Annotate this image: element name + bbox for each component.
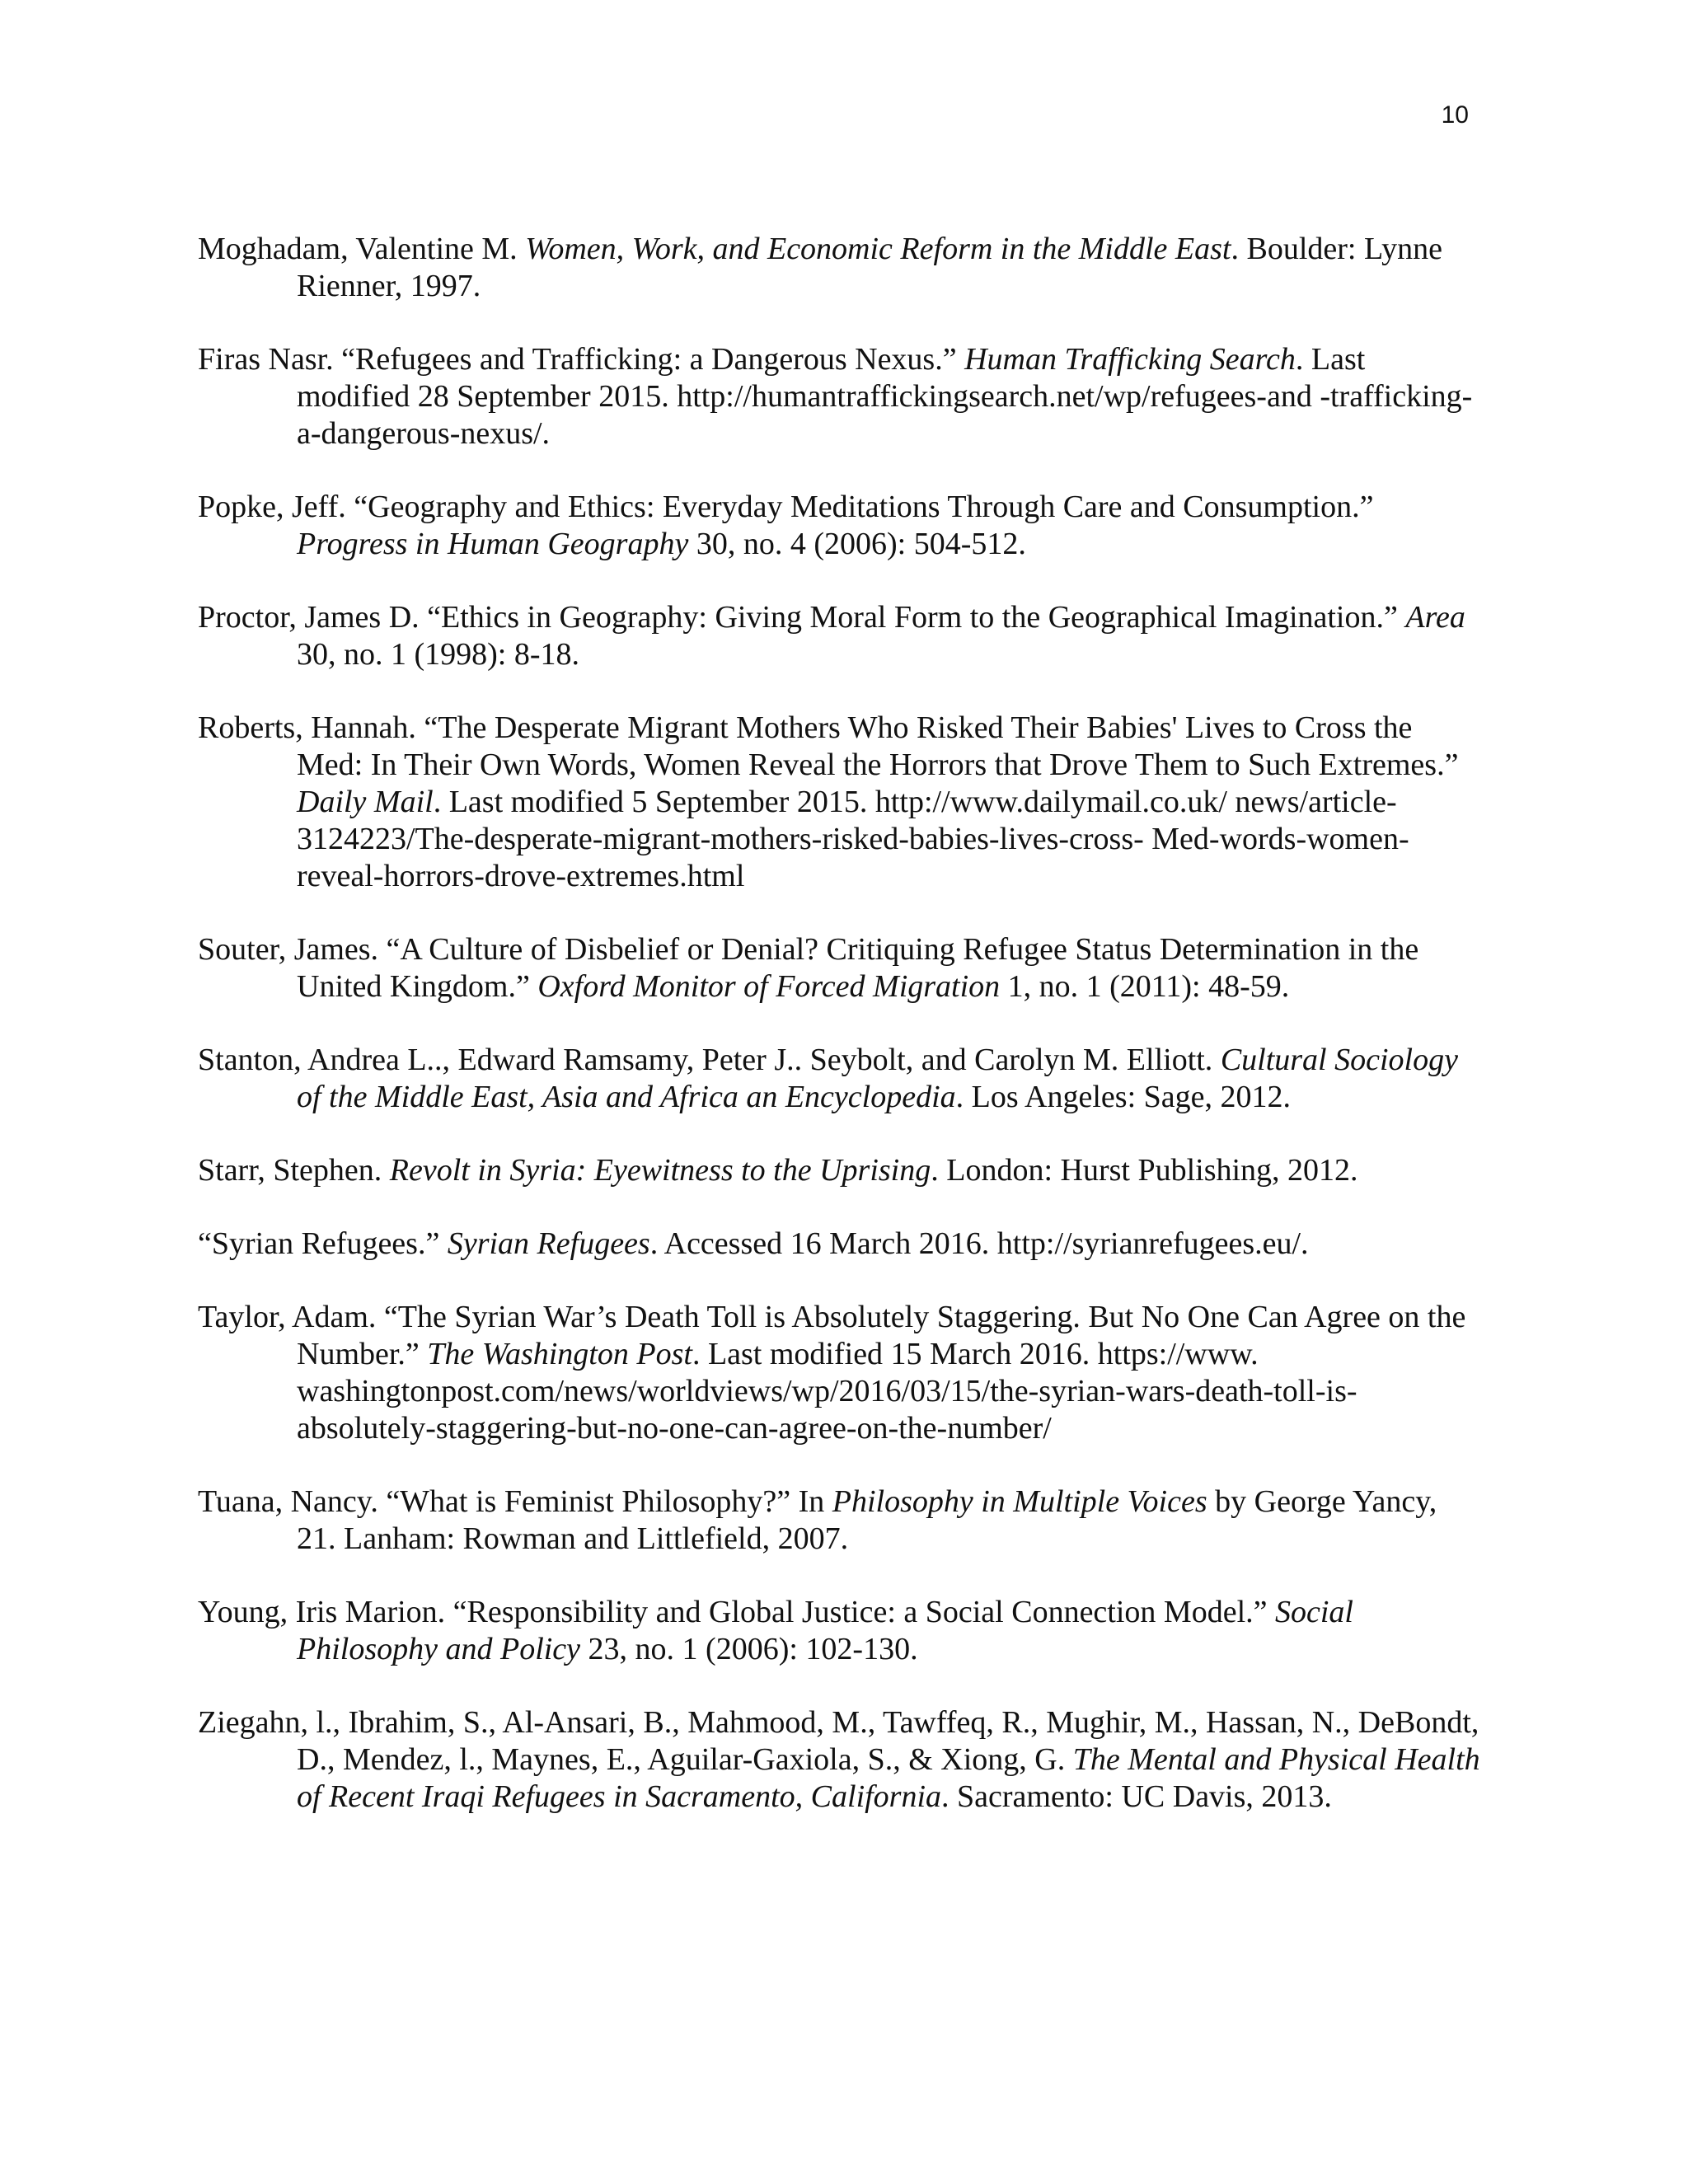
entry-text: Taylor, Adam. “The Syrian War’s Death Toll is Absolutely Staggering. But No One Can Agree on the Number.” — [198, 1300, 1466, 1371]
entry-title: Area — [1405, 600, 1465, 635]
entry-text: . Los Angeles: Sage, 2012. — [955, 1080, 1291, 1114]
entry-text: Tuana, Nancy. “What is Feminist Philosophy?” In — [198, 1484, 832, 1519]
entry-text: Ziegahn, l., Ibrahim, S., Al-Ansari, B., Mahmood, M., Tawffeq, R., Mughir, M., Hassan, N., DeBondt, D., Mendez, l., Maynes, E., Aguilar-Gaxiola, S., & Xiong, G. — [198, 1705, 1479, 1777]
entry-text: . Accessed 16 March 2016. http://syrianrefugees.eu/. — [649, 1226, 1309, 1261]
entry-text: Souter, James. “A Culture of Disbelief or Denial? Critiquing Refugee Status Determination in the United Kingdom.” — [198, 932, 1419, 1004]
page-number: 10 — [1441, 101, 1469, 129]
entry-text: . Last modified 5 September 2015. http://www.dailymail.co.uk/ news/article-3124223/The-desperate-migrant-mothers-risked-babies-lives-cross- Med-words-women-reveal-horrors-drove-extremes.html — [297, 785, 1409, 893]
entry-text: Roberts, Hannah. “The Desperate Migrant Mothers Who Risked Their Babies' Lives to Cross the Med: In Their Own Words, Women Reveal the Horrors that Drove Them to Such Extremes.” — [198, 710, 1459, 782]
entry-text: “Syrian Refugees.” — [198, 1226, 448, 1261]
entry-text: . Sacramento: UC Davis, 2013. — [941, 1779, 1332, 1814]
entry-title: Syrian Refugees — [447, 1226, 650, 1261]
entry-title: Women, Work, and Economic Reform in the Middle East — [525, 232, 1231, 266]
bibliography-entry-taylor — [198, 1299, 1484, 1447]
entry-text: Moghadam, Valentine M. — [198, 232, 526, 266]
bibliography-entry-popke — [198, 489, 1484, 563]
entry-text: Popke, Jeff. “Geography and Ethics: Everyday Meditations Through Care and Consumption.” — [198, 490, 1374, 524]
bibliography-entry-starr — [198, 1152, 1484, 1189]
entry-text: 1, no. 1 (2011): 48-59. — [1000, 969, 1290, 1004]
entry-text: . Last modified 15 March 2016. https://www. washingtonpost.com/news/worldviews/wp/2016/03/15/the-syrian-wars-death-toll-is- absolutely-staggering-but-no-one-can-agree-on-the-number/ — [297, 1337, 1357, 1446]
bibliography-entry-nasr — [198, 341, 1484, 452]
entry-title: Oxford Monitor of Forced Migration — [537, 969, 1001, 1004]
bibliography-entry-proctor — [198, 599, 1484, 673]
bibliography-entry-young — [198, 1594, 1484, 1668]
entry-text: Starr, Stephen. — [198, 1153, 390, 1188]
entry-title: Revolt in Syria: Eyewitness to the Uprising — [389, 1153, 931, 1188]
bibliography-entry-stanton — [198, 1042, 1484, 1116]
entry-title: The Mental and Physical Health of Recent Iraqi Refugees in Sacramento, California — [297, 1742, 1480, 1814]
bibliography-entry-syrian-refugees — [198, 1226, 1484, 1263]
bibliography-entry-tuana — [198, 1483, 1484, 1558]
entry-text: 30, no. 1 (1998): 8-18. — [297, 637, 580, 672]
entry-title: Social Philosophy and Policy — [297, 1595, 1353, 1666]
entry-text: Stanton, Andrea L.., Edward Ramsamy, Peter J.. Seybolt, and Carolyn M. Elliott. — [198, 1043, 1221, 1077]
bibliography-entry-ziegahn — [198, 1704, 1484, 1816]
entry-text: 30, no. 4 (2006): 504-512. — [688, 527, 1026, 561]
entry-text: by George Yancy, 21. Lanham: Rowman and Littlefield, 2007. — [297, 1484, 1437, 1556]
entry-title: Cultural Sociology of the Middle East, Asia and Africa an Encyclopedia — [297, 1043, 1458, 1114]
entry-text: Firas Nasr. “Refugees and Trafficking: a Dangerous Nexus.” — [198, 342, 965, 377]
entry-title: The Washington Post — [427, 1337, 692, 1371]
entry-title: Philosophy in Multiple Voices — [832, 1484, 1207, 1519]
entry-text: Young, Iris Marion. “Responsibility and Global Justice: a Social Connection Model.” — [198, 1595, 1275, 1629]
entry-title: Progress in Human Geography — [297, 527, 689, 561]
entry-text: . Boulder: Lynne Rienner, 1997. — [297, 232, 1442, 303]
bibliography-list — [198, 231, 1484, 1852]
bibliography-entry-souter — [198, 931, 1484, 1005]
entry-text: Proctor, James D. “Ethics in Geography: Giving Moral Form to the Geographical Imagination.” — [198, 600, 1406, 635]
entry-title: Daily Mail — [297, 785, 434, 819]
entry-text: . Last modified 28 September 2015. http://humantraffickingsearch.net/wp/refugees-and -trafficking-a-dangerous-nexus/. — [297, 342, 1473, 451]
entry-text: . London: Hurst Publishing, 2012. — [931, 1153, 1358, 1188]
bibliography-entry-moghadam — [198, 231, 1484, 305]
entry-title: Human Trafficking Search — [964, 342, 1296, 377]
bibliography-entry-roberts — [198, 710, 1484, 895]
entry-text: 23, no. 1 (2006): 102-130. — [580, 1632, 918, 1666]
